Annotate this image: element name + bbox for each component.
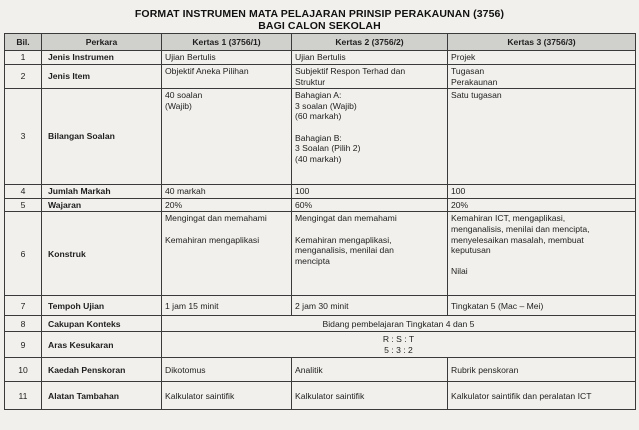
header-kertas-1: Kertas 1 (3756/1) bbox=[162, 34, 292, 51]
cell-kertas-2: Subjektif Respon Terhad dan Struktur bbox=[292, 65, 448, 89]
document-title: FORMAT INSTRUMEN MATA PELAJARAN PRINSIP PERAKAUNAN (3756) bbox=[134, 8, 505, 20]
table-header-row bbox=[5, 34, 636, 51]
row-number: 5 bbox=[5, 198, 42, 212]
table-row bbox=[5, 89, 636, 185]
row-number: 9 bbox=[5, 332, 42, 358]
cell-kertas-2: Ujian Bertulis bbox=[292, 51, 448, 65]
table-row bbox=[5, 332, 636, 358]
cell-kertas-3: Tugasan Perakaunan bbox=[448, 65, 636, 89]
cell-kertas-2: Analitik bbox=[292, 358, 448, 382]
cell-kertas-1: Objektif Aneka Pilihan bbox=[162, 65, 292, 89]
table-row bbox=[5, 316, 636, 332]
row-number: 4 bbox=[5, 185, 42, 199]
cell-kertas-3: Tingkatan 5 (Mac – Mei) bbox=[448, 296, 636, 316]
table-row bbox=[5, 198, 636, 212]
cell-kertas-1: 1 jam 15 minit bbox=[162, 296, 292, 316]
cell-kertas-3: Rubrik penskoran bbox=[448, 358, 636, 382]
row-number: 1 bbox=[5, 51, 42, 65]
cell-kertas-1: 20% bbox=[162, 198, 292, 212]
cell-kertas-1: 40 markah bbox=[162, 185, 292, 199]
row-perkara: Bilangan Soalan bbox=[42, 89, 162, 185]
row-number: 11 bbox=[5, 382, 42, 410]
cell-merged: Bidang pembelajaran Tingkatan 4 dan 5 bbox=[162, 316, 636, 332]
header-kertas-3: Kertas 3 (3756/3) bbox=[448, 34, 636, 51]
row-perkara: Jenis Item bbox=[42, 65, 162, 89]
cell-kertas-2: Kalkulator saintifik bbox=[292, 382, 448, 410]
row-number: 7 bbox=[5, 296, 42, 316]
cell-kertas-2: Mengingat dan memahami Kemahiran mengaplikasi, menganalisis, menilai dan mencipta bbox=[292, 212, 448, 296]
table-row bbox=[5, 51, 636, 65]
document-subtitle: BAGI CALON SEKOLAH bbox=[258, 20, 381, 32]
cell-kertas-2: 2 jam 30 minit bbox=[292, 296, 448, 316]
header-perkara: Perkara bbox=[42, 34, 162, 51]
cell-kertas-3: Kalkulator saintifik dan peralatan ICT bbox=[448, 382, 636, 410]
instrument-format-table bbox=[4, 33, 636, 410]
table-row bbox=[5, 382, 636, 410]
table-row bbox=[5, 212, 636, 296]
table-row bbox=[5, 358, 636, 382]
cell-kertas-1: 40 soalan (Wajib) bbox=[162, 89, 292, 185]
row-number: 8 bbox=[5, 316, 42, 332]
cell-kertas-2: 60% bbox=[292, 198, 448, 212]
cell-kertas-2: Bahagian A: 3 soalan (Wajib) (60 markah) Bahagian B: 3 Soalan (Pilih 2) (40 markah) bbox=[292, 89, 448, 185]
cell-kertas-1: Mengingat dan memahami Kemahiran mengaplikasi bbox=[162, 212, 292, 296]
cell-merged: R : S : T 5 : 3 : 2 bbox=[162, 332, 636, 358]
cell-kertas-3: 100 bbox=[448, 185, 636, 199]
row-perkara: Konstruk bbox=[42, 212, 162, 296]
row-number: 2 bbox=[5, 65, 42, 89]
header-kertas-2: Kertas 2 (3756/2) bbox=[292, 34, 448, 51]
table-row bbox=[5, 65, 636, 89]
cell-kertas-3: Satu tugasan bbox=[448, 89, 636, 185]
row-perkara: Cakupan Konteks bbox=[42, 316, 162, 332]
row-perkara: Kaedah Penskoran bbox=[42, 358, 162, 382]
row-perkara: Jumlah Markah bbox=[42, 185, 162, 199]
row-number: 10 bbox=[5, 358, 42, 382]
cell-kertas-1: Kalkulator saintifik bbox=[162, 382, 292, 410]
cell-kertas-1: Ujian Bertulis bbox=[162, 51, 292, 65]
row-number: 3 bbox=[5, 89, 42, 185]
row-perkara: Jenis Instrumen bbox=[42, 51, 162, 65]
table-row bbox=[5, 185, 636, 199]
header-bil: Bil. bbox=[5, 34, 42, 51]
row-perkara: Alatan Tambahan bbox=[42, 382, 162, 410]
cell-kertas-3: 20% bbox=[448, 198, 636, 212]
cell-kertas-3: Kemahiran ICT, mengaplikasi, menganalisis, menilai dan mencipta, menyelesaikan masalah, membuat keputusan Nilai bbox=[448, 212, 636, 296]
row-perkara: Tempoh Ujian bbox=[42, 296, 162, 316]
cell-kertas-2: 100 bbox=[292, 185, 448, 199]
cell-kertas-3: Projek bbox=[448, 51, 636, 65]
row-number: 6 bbox=[5, 212, 42, 296]
table-row bbox=[5, 296, 636, 316]
row-perkara: Wajaran bbox=[42, 198, 162, 212]
row-perkara: Aras Kesukaran bbox=[42, 332, 162, 358]
cell-kertas-1: Dikotomus bbox=[162, 358, 292, 382]
